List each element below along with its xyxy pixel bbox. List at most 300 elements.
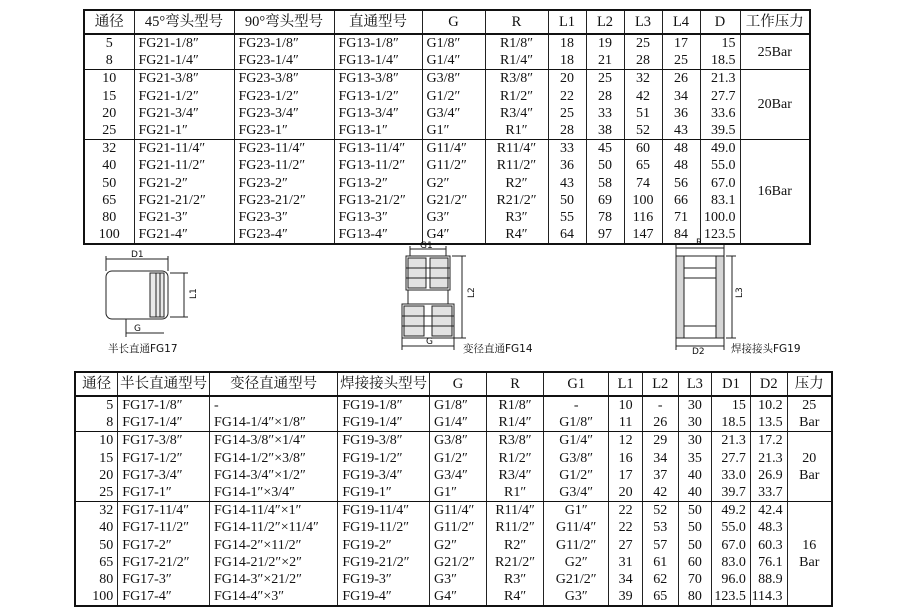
- table-cell: FG23-11/2″: [234, 157, 334, 174]
- table-cell: R1/8″: [487, 396, 544, 414]
- table-cell: FG19-1/2″: [338, 450, 430, 467]
- fg19-r-label: R: [696, 238, 703, 248]
- table-cell: 39: [609, 588, 643, 606]
- table-cell: 5: [84, 34, 134, 52]
- table-cell: G1/8″: [422, 34, 485, 52]
- table-cell: FG19-3/4″: [338, 467, 430, 484]
- table-cell: 25: [75, 484, 118, 502]
- table-cell: 20: [84, 105, 134, 122]
- table-row: [84, 192, 810, 209]
- table-cell: FG13-1/8″: [334, 34, 422, 52]
- table-cell: R1/2″: [485, 88, 548, 105]
- table-cell: R3/4″: [485, 105, 548, 122]
- table-cell: FG17-4″: [118, 588, 210, 606]
- table-cell: 8: [84, 52, 134, 70]
- table-cell: FG21-3/8″: [134, 70, 234, 88]
- table-cell: FG19-11/2″: [338, 519, 430, 536]
- table-cell: FG21-21/2″: [134, 192, 234, 209]
- table-cell: G11/2″: [430, 519, 487, 536]
- spec-table-elbows: [83, 9, 811, 245]
- table-cell: 26.9: [750, 467, 787, 484]
- table-row: [84, 209, 810, 226]
- table-cell: 33: [586, 105, 624, 122]
- column-header: L1: [548, 10, 586, 34]
- table-cell: 100.0: [700, 209, 740, 226]
- table-cell: 67.0: [700, 175, 740, 192]
- column-header: 45°弯头型号: [134, 10, 234, 34]
- table-cell: 25: [624, 34, 662, 52]
- table-cell: FG14-3/8″×1/4″: [209, 432, 337, 450]
- table-cell: 35: [678, 450, 712, 467]
- column-header: 焊接接头型号: [338, 372, 430, 396]
- table-cell: R2″: [487, 537, 544, 554]
- table-cell: 60: [678, 554, 712, 571]
- table-cell: 29: [642, 432, 678, 450]
- table-cell: FG13-1/4″: [334, 52, 422, 70]
- table-cell: 34: [642, 450, 678, 467]
- table-cell: G1/2″: [544, 467, 609, 484]
- table-cell: FG21-1/4″: [134, 52, 234, 70]
- table-cell: FG23-3/8″: [234, 70, 334, 88]
- table-cell: FG14-2″×11/2″: [209, 537, 337, 554]
- table-cell: FG23-21/2″: [234, 192, 334, 209]
- table-row: [84, 122, 810, 140]
- table-cell: 50: [678, 537, 712, 554]
- table-cell: FG19-3/8″: [338, 432, 430, 450]
- table-cell: 50: [678, 502, 712, 520]
- table-cell: 22: [609, 502, 643, 520]
- table-cell: 70: [678, 571, 712, 588]
- spec-table-straights: [74, 371, 833, 607]
- table-cell: 25: [586, 70, 624, 88]
- table-cell: FG21-1/8″: [134, 34, 234, 52]
- table-row: [75, 554, 832, 571]
- table-cell: 32: [624, 70, 662, 88]
- table-cell: FG17-1/2″: [118, 450, 210, 467]
- table-cell: 83.1: [700, 192, 740, 209]
- table-cell: G11/2″: [422, 157, 485, 174]
- table-cell: FG14-3″×21/2″: [209, 571, 337, 588]
- table-cell: 52: [642, 502, 678, 520]
- table-cell: FG19-3″: [338, 571, 430, 588]
- table-cell: G3″: [422, 209, 485, 226]
- table-cell: 26: [642, 414, 678, 432]
- fg17-g-label: G: [134, 324, 141, 334]
- fg17-caption: 半长直通FG17: [108, 343, 178, 355]
- fg19-l3-label: L3: [735, 287, 745, 298]
- table-cell: G4″: [422, 226, 485, 244]
- table-cell: 42: [624, 88, 662, 105]
- table-cell: 8: [75, 414, 118, 432]
- table-cell: 28: [586, 88, 624, 105]
- table-cell: 42.4: [750, 502, 787, 520]
- table-cell: 49.0: [700, 140, 740, 158]
- table-cell: FG21-2″: [134, 175, 234, 192]
- table-cell: 40: [678, 484, 712, 502]
- table-cell: 56: [662, 175, 700, 192]
- table-cell: G3″: [544, 588, 609, 606]
- table-cell: G2″: [430, 537, 487, 554]
- table-cell: FG21-3″: [134, 209, 234, 226]
- table-cell: 25: [662, 52, 700, 70]
- table-cell: FG13-11/4″: [334, 140, 422, 158]
- table-cell: FG19-21/2″: [338, 554, 430, 571]
- column-header: L3: [678, 372, 712, 396]
- table-cell: 60.3: [750, 537, 787, 554]
- table-cell: FG17-1/8″: [118, 396, 210, 414]
- table-cell: 18: [548, 52, 586, 70]
- table-cell: R3/8″: [485, 70, 548, 88]
- column-header: 直通型号: [334, 10, 422, 34]
- table-cell: G1″: [422, 122, 485, 140]
- table-cell: R3/8″: [487, 432, 544, 450]
- table-cell: FG19-4″: [338, 588, 430, 606]
- column-header: L4: [662, 10, 700, 34]
- table-cell: 18: [548, 34, 586, 52]
- column-header: 压力: [787, 372, 832, 396]
- pressure-value: 20: [802, 450, 817, 466]
- table-cell: FG23-1/2″: [234, 88, 334, 105]
- table-cell: 50: [548, 192, 586, 209]
- pressure-value: Bar: [799, 467, 820, 483]
- table-cell: G11/4″: [544, 519, 609, 536]
- table-cell: 57: [642, 537, 678, 554]
- table-cell: FG13-3/8″: [334, 70, 422, 88]
- table-cell: 49.2: [712, 502, 751, 520]
- table-cell: 15: [75, 450, 118, 467]
- table-cell: -: [209, 396, 337, 414]
- table-row: [75, 588, 832, 606]
- column-header: 半长直通型号: [118, 372, 210, 396]
- column-header: L2: [586, 10, 624, 34]
- table-cell: 78: [586, 209, 624, 226]
- table-cell: 15: [700, 34, 740, 52]
- table-row: [84, 88, 810, 105]
- table-cell: FG23-3/4″: [234, 105, 334, 122]
- table-cell: R1/8″: [485, 34, 548, 52]
- table-cell: FG13-3/4″: [334, 105, 422, 122]
- table-cell: 69: [586, 192, 624, 209]
- table-cell: 36: [548, 157, 586, 174]
- table-cell: 65: [75, 554, 118, 571]
- table-cell: 10: [75, 432, 118, 450]
- table-cell: 39.7: [712, 484, 751, 502]
- table-cell: 65: [642, 588, 678, 606]
- table-cell: 33.7: [750, 484, 787, 502]
- table-cell: FG21-1″: [134, 122, 234, 140]
- table-cell: 100: [84, 226, 134, 244]
- table-row: [75, 450, 832, 467]
- table-row: [84, 34, 810, 52]
- table-cell: FG13-1/2″: [334, 88, 422, 105]
- table-cell: R11/4″: [485, 140, 548, 158]
- table-cell: 25: [84, 122, 134, 140]
- table-row: [75, 484, 832, 502]
- table-cell: R21/2″: [487, 554, 544, 571]
- pressure-value: 25: [802, 398, 817, 414]
- table-cell: FG14-1″×3/4″: [209, 484, 337, 502]
- table-cell: G11/4″: [430, 502, 487, 520]
- table-cell: 17: [662, 34, 700, 52]
- table-cell: 58: [586, 175, 624, 192]
- table-cell: 37: [642, 467, 678, 484]
- table-cell: 32: [84, 140, 134, 158]
- table-cell: G11/2″: [544, 537, 609, 554]
- table-cell: G4″: [430, 588, 487, 606]
- table-cell: 97: [586, 226, 624, 244]
- table-cell: FG21-1/2″: [134, 88, 234, 105]
- table-cell: 10: [84, 70, 134, 88]
- table-cell: 27: [609, 537, 643, 554]
- table-cell: 76.1: [750, 554, 787, 571]
- table-cell: FG17-11/4″: [118, 502, 210, 520]
- table-cell: FG19-1″: [338, 484, 430, 502]
- table-cell: FG13-21/2″: [334, 192, 422, 209]
- fg14-g-label: G: [426, 337, 433, 347]
- table-cell: 21.3: [700, 70, 740, 88]
- column-header: D2: [750, 372, 787, 396]
- table-cell: FG23-3″: [234, 209, 334, 226]
- table-cell: 96.0: [712, 571, 751, 588]
- fg19-drawing: [662, 238, 752, 356]
- table-row: [84, 105, 810, 122]
- table-cell: -: [544, 396, 609, 414]
- table-cell: 34: [609, 571, 643, 588]
- table-cell: 39.5: [700, 122, 740, 140]
- table-cell: 48: [662, 140, 700, 158]
- table-cell: 80: [75, 571, 118, 588]
- table-cell: 20: [548, 70, 586, 88]
- pressure-value: 16: [802, 537, 817, 553]
- table-cell: FG23-1″: [234, 122, 334, 140]
- table-cell: FG14-1/2″×3/8″: [209, 450, 337, 467]
- pressure-value: 16Bar: [757, 184, 792, 200]
- table-cell: 123.5: [712, 588, 751, 606]
- table-cell: 50: [678, 519, 712, 536]
- table-row: [75, 502, 832, 520]
- table-cell: 52: [624, 122, 662, 140]
- table-cell: R11/2″: [487, 519, 544, 536]
- table-cell: 40: [678, 467, 712, 484]
- table-cell: FG13-3″: [334, 209, 422, 226]
- table-cell: 20: [75, 467, 118, 484]
- table-cell: FG19-1/8″: [338, 396, 430, 414]
- table-cell: 123.5: [700, 226, 740, 244]
- table-cell: 22: [609, 519, 643, 536]
- table-cell: 48.3: [750, 519, 787, 536]
- pressure-value: 25Bar: [757, 44, 792, 60]
- table-cell: FG13-1″: [334, 122, 422, 140]
- table-cell: 25: [548, 105, 586, 122]
- table-cell: FG13-2″: [334, 175, 422, 192]
- table-cell: 11: [609, 414, 643, 432]
- table-cell: 38: [586, 122, 624, 140]
- table-cell: 55: [548, 209, 586, 226]
- table-cell: 5: [75, 396, 118, 414]
- column-header: 通径: [84, 10, 134, 34]
- table-cell: FG21-11/2″: [134, 157, 234, 174]
- table-cell: FG14-21/2″×2″: [209, 554, 337, 571]
- table-cell: R1″: [487, 484, 544, 502]
- table-cell: 50: [75, 537, 118, 554]
- table-cell: FG17-3″: [118, 571, 210, 588]
- table-cell: 26: [662, 70, 700, 88]
- table-cell: 32: [75, 502, 118, 520]
- pressure-value: Bar: [799, 554, 820, 570]
- table-cell: 15: [712, 396, 751, 414]
- table-cell: 10.2: [750, 396, 787, 414]
- table-row: [75, 467, 832, 484]
- table-row: [75, 537, 832, 554]
- table-cell: 13.5: [750, 414, 787, 432]
- table-cell: G3″: [430, 571, 487, 588]
- table-row: [75, 396, 832, 414]
- fg14-drawing: [388, 240, 488, 355]
- table-cell: R4″: [487, 588, 544, 606]
- pressure-cell: [740, 34, 810, 70]
- table-cell: 114.3: [750, 588, 787, 606]
- table-cell: 34: [662, 88, 700, 105]
- column-header: 变径直通型号: [209, 372, 337, 396]
- column-header: 通径: [75, 372, 118, 396]
- fg14-caption: 变径直通FG14: [463, 343, 533, 355]
- table-cell: 31: [609, 554, 643, 571]
- table-cell: R1/4″: [485, 52, 548, 70]
- fg17-d1-label: D1: [131, 250, 144, 260]
- table-row: [84, 52, 810, 70]
- table-row: [75, 414, 832, 432]
- table-cell: G21/2″: [544, 571, 609, 588]
- table-cell: 55.0: [712, 519, 751, 536]
- table-cell: 16: [609, 450, 643, 467]
- table-cell: G3/4″: [544, 484, 609, 502]
- table-cell: G3/8″: [430, 432, 487, 450]
- table-cell: G1/2″: [430, 450, 487, 467]
- table-cell: FG23-2″: [234, 175, 334, 192]
- column-header: L3: [624, 10, 662, 34]
- table-cell: 18.5: [700, 52, 740, 70]
- table-cell: 45: [586, 140, 624, 158]
- table-cell: FG17-11/2″: [118, 519, 210, 536]
- table-cell: FG17-2″: [118, 537, 210, 554]
- table-cell: 100: [75, 588, 118, 606]
- table-cell: FG19-1/4″: [338, 414, 430, 432]
- table-cell: FG23-4″: [234, 226, 334, 244]
- table-body: [84, 34, 810, 244]
- pressure-cell: [740, 70, 810, 140]
- pressure-value: Bar: [799, 415, 820, 431]
- table-cell: G1/8″: [430, 396, 487, 414]
- table-cell: 65: [624, 157, 662, 174]
- table-cell: R3″: [485, 209, 548, 226]
- table-cell: 61: [642, 554, 678, 571]
- table-cell: -: [642, 396, 678, 414]
- table-cell: FG13-4″: [334, 226, 422, 244]
- table-cell: G2″: [422, 175, 485, 192]
- table-cell: G1/2″: [422, 88, 485, 105]
- table-cell: G1/8″: [544, 414, 609, 432]
- table-cell: 100: [624, 192, 662, 209]
- table-cell: FG14-4″×3″: [209, 588, 337, 606]
- table-cell: G1/4″: [544, 432, 609, 450]
- table-cell: 19: [586, 34, 624, 52]
- table-cell: 116: [624, 209, 662, 226]
- table-cell: 84: [662, 226, 700, 244]
- table-cell: FG19-11/4″: [338, 502, 430, 520]
- column-header: D: [700, 10, 740, 34]
- table-cell: 50: [586, 157, 624, 174]
- table-cell: 55.0: [700, 157, 740, 174]
- table-cell: FG14-11/2″×11/4″: [209, 519, 337, 536]
- table-cell: 62: [642, 571, 678, 588]
- table-cell: R11/2″: [485, 157, 548, 174]
- pressure-cell: [740, 140, 810, 245]
- table-cell: 33.0: [712, 467, 751, 484]
- fg14-l2-label: L2: [467, 287, 477, 298]
- table-row: [84, 70, 810, 88]
- table-cell: 42: [642, 484, 678, 502]
- table-cell: 48: [662, 157, 700, 174]
- table-cell: G1″: [544, 502, 609, 520]
- table-cell: G11/4″: [422, 140, 485, 158]
- table-cell: 71: [662, 209, 700, 226]
- table-cell: 36: [662, 105, 700, 122]
- table-cell: R21/2″: [485, 192, 548, 209]
- table-cell: 15: [84, 88, 134, 105]
- table-cell: G1/4″: [422, 52, 485, 70]
- table-cell: FG14-1/4″×1/8″: [209, 414, 337, 432]
- table-cell: 33.6: [700, 105, 740, 122]
- table-cell: 65: [84, 192, 134, 209]
- table-cell: FG17-1/4″: [118, 414, 210, 432]
- pressure-cell: [787, 502, 832, 607]
- column-header: 90°弯头型号: [234, 10, 334, 34]
- table-cell: R2″: [485, 175, 548, 192]
- table-cell: FG14-3/4″×1/2″: [209, 467, 337, 484]
- table-cell: FG17-3/4″: [118, 467, 210, 484]
- table-header-row: [84, 10, 810, 34]
- table-cell: FG13-11/2″: [334, 157, 422, 174]
- table-cell: 17: [609, 467, 643, 484]
- table-body: [75, 396, 832, 606]
- table-cell: 12: [609, 432, 643, 450]
- table-cell: 20: [609, 484, 643, 502]
- column-header: D1: [712, 372, 751, 396]
- table-cell: 40: [75, 519, 118, 536]
- table-cell: FG23-1/4″: [234, 52, 334, 70]
- table-cell: 33: [548, 140, 586, 158]
- table-cell: 50: [84, 175, 134, 192]
- table-cell: FG17-3/8″: [118, 432, 210, 450]
- table-cell: FG21-11/4″: [134, 140, 234, 158]
- column-header: L1: [609, 372, 643, 396]
- table-row: [75, 519, 832, 536]
- table-cell: FG19-2″: [338, 537, 430, 554]
- pressure-cell: [787, 432, 832, 502]
- table-cell: 30: [678, 396, 712, 414]
- table-cell: G2″: [544, 554, 609, 571]
- table-cell: 88.9: [750, 571, 787, 588]
- table-cell: R1/4″: [487, 414, 544, 432]
- table-cell: 80: [678, 588, 712, 606]
- fg19-caption: 焊接接头FG19: [731, 343, 801, 355]
- table-cell: 18.5: [712, 414, 751, 432]
- table-cell: G3/4″: [430, 467, 487, 484]
- table-cell: 21.3: [750, 450, 787, 467]
- table-cell: 147: [624, 226, 662, 244]
- table-cell: G1/4″: [430, 414, 487, 432]
- pressure-value: 20Bar: [757, 97, 792, 113]
